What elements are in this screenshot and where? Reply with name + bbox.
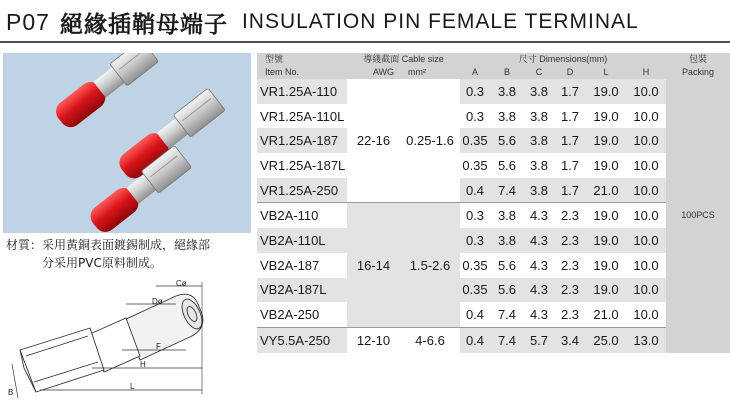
dim-b: 3.8 — [490, 228, 524, 253]
dim-l: 19.0 — [586, 104, 626, 129]
table-row — [257, 278, 730, 303]
terminal-photo-illustration — [3, 53, 251, 233]
dim-d: 1.7 — [554, 153, 586, 178]
header-packing: Packing — [666, 66, 730, 79]
dimension-diagram — [6, 278, 252, 410]
dim-h: 10.0 — [626, 228, 666, 253]
label-f: F — [156, 342, 161, 351]
dim-h: 10.0 — [626, 278, 666, 303]
dim-a: 0.3 — [460, 203, 490, 228]
dim-b: 7.4 — [490, 327, 524, 352]
dim-h: 10.0 — [626, 302, 666, 327]
dim-h: 10.0 — [626, 153, 666, 178]
dim-d: 1.7 — [554, 178, 586, 203]
header-divider — [0, 41, 730, 43]
header-a: A — [460, 66, 490, 79]
dim-c: 4.3 — [524, 302, 554, 327]
dim-l: 21.0 — [586, 178, 626, 203]
material-description — [6, 236, 254, 272]
product-code: P07 — [6, 8, 50, 35]
product-photo — [3, 53, 251, 233]
dim-h: 10.0 — [626, 178, 666, 203]
dim-c: 4.3 — [524, 253, 554, 278]
dim-d: 1.7 — [554, 104, 586, 129]
material-line-1: 材質：采用黃銅表面鍍錫制成，絕緣部 — [6, 238, 211, 252]
page-header — [6, 5, 639, 39]
dim-d: 2.3 — [554, 278, 586, 303]
dim-c: 4.3 — [524, 278, 554, 303]
header-c: C — [524, 66, 554, 79]
header-l: L — [586, 66, 626, 79]
dim-a: 0.35 — [460, 253, 490, 278]
dim-l: 21.0 — [586, 302, 626, 327]
table-row — [257, 153, 730, 178]
dim-d: 1.7 — [554, 79, 586, 104]
header-awg: AWG — [347, 66, 400, 79]
dim-l: 19.0 — [586, 278, 626, 303]
product-title-english: INSULATION PIN FEMALE TERMINAL — [241, 10, 639, 33]
awg-range: 22-16 — [347, 79, 400, 203]
packing-value: 100PCS — [666, 79, 730, 353]
dim-d: 2.3 — [554, 302, 586, 327]
dim-l: 19.0 — [586, 203, 626, 228]
dim-c: 3.8 — [524, 153, 554, 178]
table-row — [257, 104, 730, 129]
dim-h: 10.0 — [626, 79, 666, 104]
mm2-range: 1.5-2.6 — [400, 203, 460, 327]
dim-l: 19.0 — [586, 128, 626, 153]
awg-range: 16-14 — [347, 203, 400, 327]
item-no: VR1.25A-187 — [257, 128, 347, 153]
dim-c: 3.8 — [524, 178, 554, 203]
item-no: VR1.25A-187L — [257, 153, 347, 178]
table-row — [257, 79, 730, 104]
dim-d: 3.4 — [554, 327, 586, 352]
item-no: VR1.25A-110 — [257, 79, 347, 104]
dim-c: 3.8 — [524, 79, 554, 104]
dim-c: 3.8 — [524, 104, 554, 129]
item-no: VR1.25A-250 — [257, 178, 347, 203]
header-item-cn: 型號 — [257, 53, 347, 66]
mm2-range: 0.25-1.6 — [400, 79, 460, 203]
dim-a: 0.35 — [460, 278, 490, 303]
dim-l: 19.0 — [586, 79, 626, 104]
dim-h: 13.0 — [626, 327, 666, 352]
dim-b: 3.8 — [490, 203, 524, 228]
dim-a: 0.3 — [460, 79, 490, 104]
dim-h: 10.0 — [626, 203, 666, 228]
label-c-diameter: Cø — [176, 279, 187, 288]
material-line-2: 分采用PVC原料制成。 — [42, 256, 162, 270]
dim-a: 0.3 — [460, 104, 490, 129]
dim-h: 10.0 — [626, 128, 666, 153]
dim-c: 4.3 — [524, 228, 554, 253]
dim-b: 3.8 — [490, 79, 524, 104]
dim-b: 5.6 — [490, 128, 524, 153]
dim-a: 0.3 — [460, 228, 490, 253]
label-b: B — [8, 388, 14, 397]
table-row — [257, 327, 730, 352]
item-no: VY5.5A-250 — [257, 327, 347, 352]
header-h: H — [626, 66, 666, 79]
dim-l: 25.0 — [586, 327, 626, 352]
item-no: VB2A-250 — [257, 302, 347, 327]
dim-l: 19.0 — [586, 253, 626, 278]
header-item-no: Item No. — [257, 66, 347, 79]
dim-b: 5.6 — [490, 153, 524, 178]
label-l: L — [130, 382, 135, 391]
dim-d: 2.3 — [554, 203, 586, 228]
label-d-diameter: Dø — [152, 297, 163, 306]
terminal-dimension-drawing — [6, 278, 252, 410]
dim-d: 1.7 — [554, 128, 586, 153]
header-d: D — [554, 66, 586, 79]
awg-range: 12-10 — [347, 327, 400, 352]
dim-b: 5.6 — [490, 278, 524, 303]
table-row — [257, 178, 730, 203]
dim-l: 19.0 — [586, 153, 626, 178]
dim-b: 5.6 — [490, 253, 524, 278]
dim-c: 4.3 — [524, 203, 554, 228]
table-row — [257, 253, 730, 278]
item-no: VB2A-187L — [257, 278, 347, 303]
dim-h: 10.0 — [626, 104, 666, 129]
header-dimensions: 尺寸 Dimensions(mm) — [460, 53, 666, 66]
product-title-chinese: 絕緣插鞘母端子 — [59, 11, 228, 38]
table-row — [257, 128, 730, 153]
table-row — [257, 203, 730, 228]
dim-b: 3.8 — [490, 104, 524, 129]
label-h: H — [140, 360, 146, 369]
specification-table — [257, 53, 730, 353]
header-packing-cn: 包裝 — [666, 53, 730, 66]
item-no: VR1.25A-110L — [257, 104, 347, 129]
item-no: VB2A-110 — [257, 203, 347, 228]
dim-b: 7.4 — [490, 302, 524, 327]
dim-a: 0.4 — [460, 178, 490, 203]
table-row — [257, 228, 730, 253]
table-header-row-2 — [257, 66, 730, 79]
dim-l: 19.0 — [586, 228, 626, 253]
dim-d: 2.3 — [554, 253, 586, 278]
dim-a: 0.35 — [460, 153, 490, 178]
dim-c: 3.8 — [524, 128, 554, 153]
header-cable-size: 導綫截面 Cable size — [347, 53, 460, 66]
mm2-range: 4-6.6 — [400, 327, 460, 352]
terminal-1 — [52, 53, 159, 132]
dim-d: 2.3 — [554, 228, 586, 253]
item-no: VB2A-187 — [257, 253, 347, 278]
dim-a: 0.35 — [460, 128, 490, 153]
header-mm2: mm² — [400, 66, 460, 79]
item-no: VB2A-110L — [257, 228, 347, 253]
dim-a: 0.4 — [460, 302, 490, 327]
dim-a: 0.4 — [460, 327, 490, 352]
dim-h: 10.0 — [626, 253, 666, 278]
dim-c: 5.7 — [524, 327, 554, 352]
table-header-row-1 — [257, 53, 730, 66]
table-row — [257, 302, 730, 327]
dim-b: 7.4 — [490, 178, 524, 203]
header-b: B — [490, 66, 524, 79]
